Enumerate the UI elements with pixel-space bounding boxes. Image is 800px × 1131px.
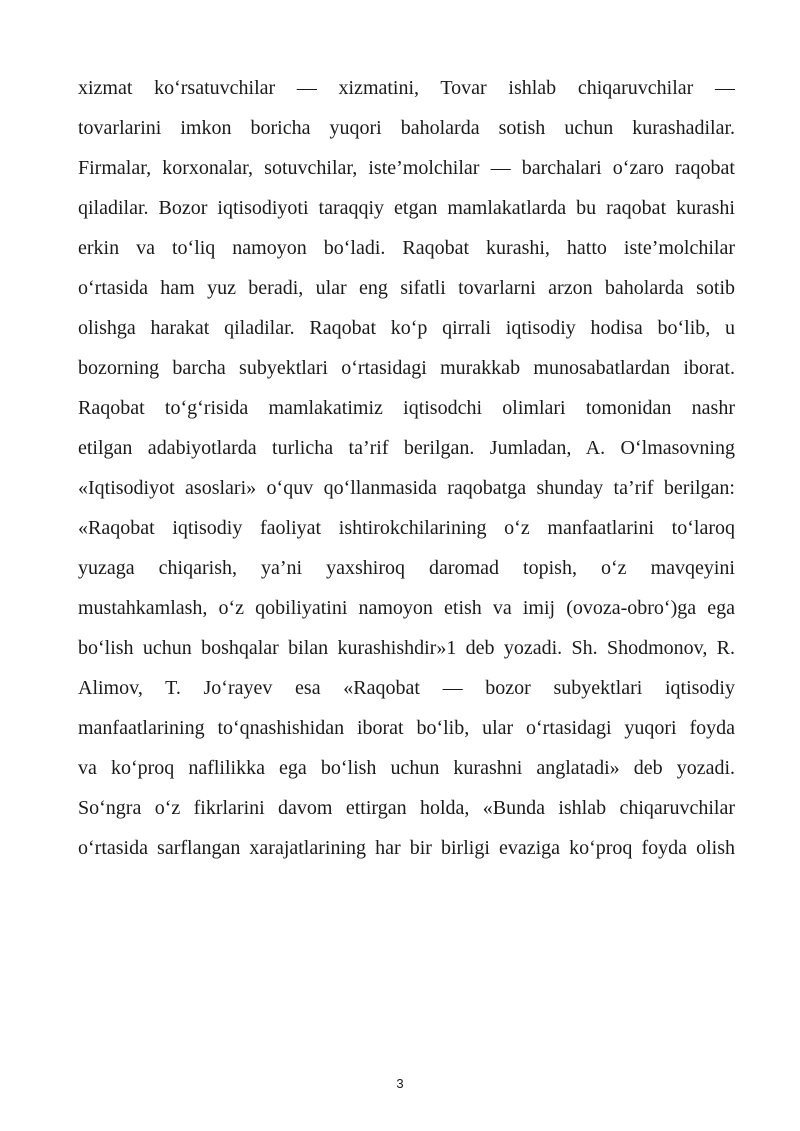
text-line-15: bo‘lish uchun boshqalar bilan kurashishdir»1 deb yozadi. Sh. Shodmonov, R.: [78, 637, 735, 659]
text-line-13: yuzaga chiqarish, ya’ni yaxshiroq daromad topish, o‘z mavqeyini: [78, 557, 735, 579]
text-line-2: tovarlarini imkon boricha yuqori baholarda sotish uchun kurashadilar.: [78, 117, 735, 139]
text-line-1: xizmat ko‘rsatuvchilar — xizmatini, Tovar ishlab chiqaruvchilar —: [78, 77, 735, 99]
text-line-20: o‘rtasida sarflangan xarajatlarining har bir birligi evaziga ko‘proq foyda olish: [78, 837, 735, 859]
body-text: [78, 68, 735, 868]
text-line-4: qiladilar. Bozor iqtisodiyoti taraqqiy etgan mamlakatlarda bu raqobat kurashi: [78, 197, 735, 219]
text-line-8: bozorning barcha subyektlari o‘rtasidagi murakkab munosabatlardan iborat.: [78, 357, 735, 379]
text-line-18: va ko‘proq naflilikka ega bo‘lish uchun kurashni anglatadi» deb yozadi.: [78, 757, 735, 779]
text-line-3: Firmalar, korxonalar, sotuvchilar, iste’molchilar — barchalari o‘zaro raqobat: [78, 157, 735, 179]
text-line-9: Raqobat to‘g‘risida mamlakatimiz iqtisodchi olimlari tomonidan nashr: [78, 397, 735, 419]
text-line-5: erkin va to‘liq namoyon bo‘ladi. Raqobat kurashi, hatto iste’molchilar: [78, 237, 735, 259]
page-number: 3: [396, 1076, 404, 1091]
text-line-17: manfaatlarining to‘qnashishidan iborat bo‘lib, ular o‘rtasidagi yuqori foyda: [78, 717, 735, 739]
text-line-7: olishga harakat qiladilar. Raqobat ko‘p qirrali iqtisodiy hodisa bo‘lib, u: [78, 317, 735, 339]
text-line-10: etilgan adabiyotlarda turlicha ta’rif berilgan. Jumladan, A. O‘lmasovning: [78, 437, 735, 459]
text-line-11: «Iqtisodiyot asoslari» o‘quv qo‘llanmasida raqobatga shunday ta’rif berilgan:: [78, 477, 735, 499]
text-line-16: Alimov, T. Jo‘rayev esa «Raqobat — bozor subyektlari iqtisodiy: [78, 677, 735, 699]
text-line-6: o‘rtasida ham yuz beradi, ular eng sifatli tovarlarni arzon baholarda sotib: [78, 277, 735, 299]
text-line-19: So‘ngra o‘z fikrlarini davom ettirgan holda, «Bunda ishlab chiqaruvchilar: [78, 797, 735, 819]
text-line-14: mustahkamlash, o‘z qobiliyatini namoyon etish va imij (ovoza-obro‘)ga ega: [78, 597, 735, 619]
text-line-12: «Raqobat iqtisodiy faoliyat ishtirokchilarining o‘z manfaatlarini to‘laroq: [78, 517, 735, 539]
